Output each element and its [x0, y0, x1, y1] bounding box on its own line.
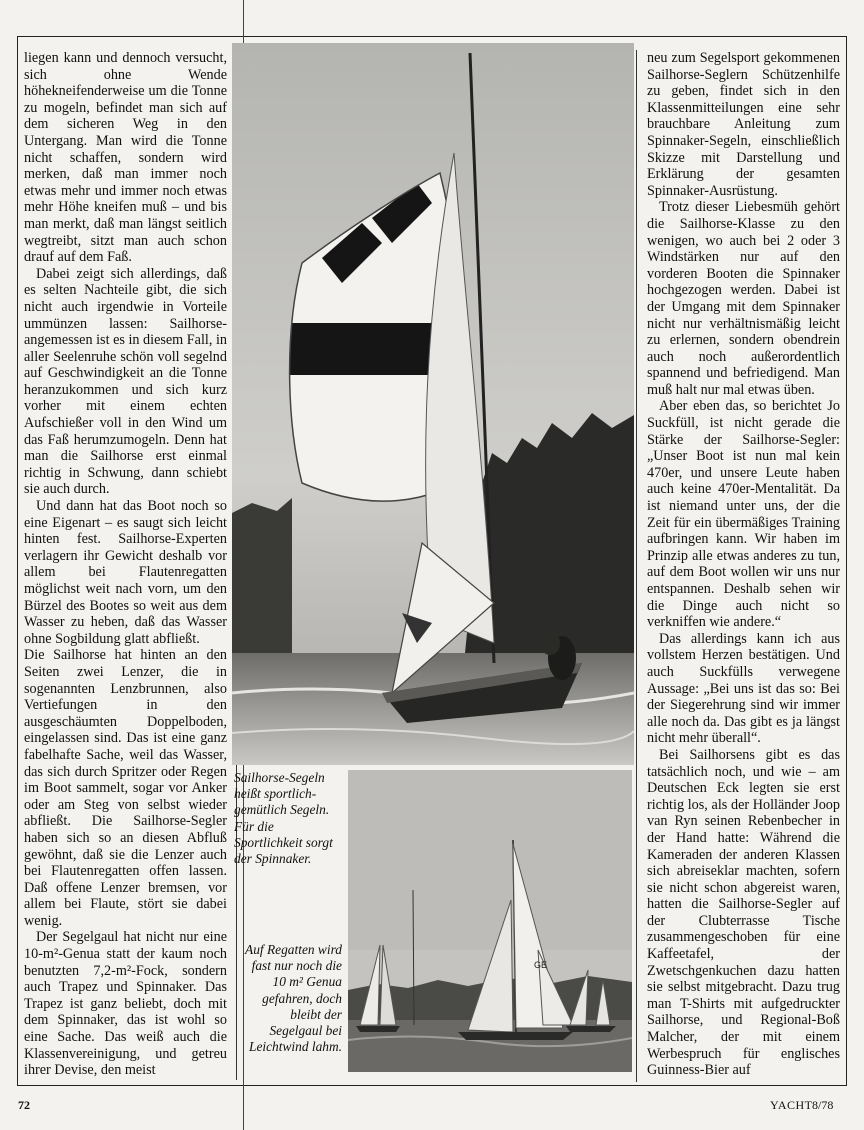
paragraph: Das allerdings kann ich aus vollstem Herzen bestätigen. Und auch Suckfülls verwegene Aussage: „Bei uns ist das so: Bei der Siegerehrung sind wir immer alle noch da. Das gibt es ja längst nicht mehr überall“. [647, 630, 840, 747]
paragraph: liegen kann und dennoch versucht, sich ohne Wende höhekneifenderweise um die Tonne zu mogeln, befindet man sich auf dem sicheren Weg in den Untergang. Man wird die Tonne nicht schaffen, sondern wird merken, daß man immer noch etwas mehr und immer noch etwas mehr Höhe kneifen muß – und bis man merkt, daß man längst seitlich wegtreibt, sitzt man auch schon drauf auf dem Faß. [24, 50, 227, 266]
paragraph: Trotz dieser Liebesmüh gehört die Sailhorse-Klasse zu den wenigen, wo auch bei 2 oder 3 Windstärken nur auf den vorderen Booten die Spinnaker hochgezogen werden. Dabei ist der Umgang mit dem Spinnaker nicht nur verhältnismäßig leicht zu erlernen, sondern obendrein auch noch außerordentlich spannend und befriedigend. Man muß halt nur mal etwas üben. [647, 199, 840, 398]
paragraph: Die Sailhorse hat hinten an den Seiten zwei Lenzer, die in sogenannten Lenzbrunnen, also Vertiefungen in den ausgeschäumten Doppelboden, eingelassen sind. Das ist eine ganz fabelhafte Sache, weil das Wasser, das sich durch Spritzer oder Regen im Boot sammelt, sogar vor Anker oder am Steg von selbst wieder abfließt. Die Sailhorse-Segler haben sich so an diesen Abfluß gewöhnt, daß sie die Lenzer auch bei Flautenregatten offen lassen. Daß offene Lenzer bremsen, vor allem bei Flaute, stört sie dabei wenig. [24, 647, 227, 929]
paragraph: Aber eben das, so berichtet Jo Suckfüll, ist nicht gerade die Stärke der Sailhorse-Segler: „Unser Boot ist nun mal kein 470er, und unsere Leute haben auch keine 470er-Mentalität. Da ist niemand unter uns, der die Zeit für ein übermäßiges Training aufbringen kann. Wir haben im Prinzip alle etwas anderes zu tun, auf dem Boot wollen wir uns nur entspannen. Deshalb sehen wir die Dinge auch nicht so verkniffen wie andere.“ [647, 398, 840, 631]
photo-caption-regatta: Auf Regatten wird fast nur noch die 10 m² Genua gefahren, doch bleibt der Segelgaul bei Leichtwind lahm. [245, 942, 342, 1055]
article-column-left [24, 50, 227, 1080]
magazine-name: YACHT [770, 1098, 813, 1112]
spinnaker-dinghy-photo [232, 43, 634, 765]
article-column-right [647, 50, 840, 1082]
paragraph: Bei Sailhorsens gibt es das tatsächlich noch, und wie – am Deutschen Eck legten sie erst richtig los, als der Holländer Joop van Ryn seinen Rebenbecher in der Hand hatte: Während die Kameraden der anderen Klassen sich abreiseklar machten, sofern sie nicht schon abgereist waren, hatten die Sailhorse-Segler auf der Clubterrasse Tische zusammengeschoben für eine Kaffeetafel, der Zwetschgenkuchen dazu hatten sie selbst mitgebracht. Dazu trug man T-Shirts mit aufgedruckter Sailhorse, und Regional-Boß Malcher, der mit einem Werbespruch für englisches Guinness-Bier auf [647, 746, 840, 1079]
column-rule [636, 50, 637, 1082]
sail-number: GE [534, 960, 548, 970]
paragraph: Dabei zeigt sich allerdings, daß es selten Nachteile gibt, die sich nicht auch irgendwie in Vorteile ummünzen lassen: Sailhorse-angemessen ist es in diesem Fall, in aller Seelenruhe schön voll segelnd auf Geschwindigkeit an die Tonne heranzukommen und sich kurz vorher mit einem echten Aufschießer voll in den Wind um das Faß herumzumogeln. Denn hat man die Sailhorse erst einmal richtig in Schwung, dann schiebt sie auch durch. [24, 265, 227, 498]
regatta-fleet-photo [348, 770, 632, 1072]
photo-caption-spinnaker: Sailhorse-Segeln heißt sportlich-gemütlich Segeln. Für die Sportlichkeit sorgt der Spinnaker. [234, 770, 333, 867]
paragraph: Und dann hat das Boot noch so eine Eigenart – es saugt sich leicht hinten fest. Sailhorse-Experten verlagern ihr Gewicht deshalb vor allem bei Flautenregatten möglichst weit nach vorn, um den Bürzel des Bootes so weit aus dem Wasser zu heben, daß das Wasser ohne Sogbildung glatt abfließt. [24, 498, 227, 647]
paragraph: Der Segelgaul hat nicht nur eine 10-m²-Genua statt der kaum noch benutzten 7,2-m²-Fock, sondern auch Trapez und Spinnaker. Das Trapez ist ganz beliebt, doch mit dem Spinnaker, das ist wohl so eine Sache. Das weiß auch die Klassenvereinigung, und getreu ihrer Devise, den meist [24, 929, 227, 1079]
page-number: 72 [18, 1098, 30, 1112]
issue-number: 8/78 [812, 1098, 834, 1112]
paragraph: neu zum Segelsport gekommenen Sailhorse-Seglern Schützenhilfe zu geben, findet sich in den Klassenmitteilungen eine sehr brauchbare Anleitung zum Spinnaker-Segeln, einschließlich Skizze mit Darstellung und Erklärung der gesamten Spinnaker-Ausrüstung. [647, 50, 840, 199]
